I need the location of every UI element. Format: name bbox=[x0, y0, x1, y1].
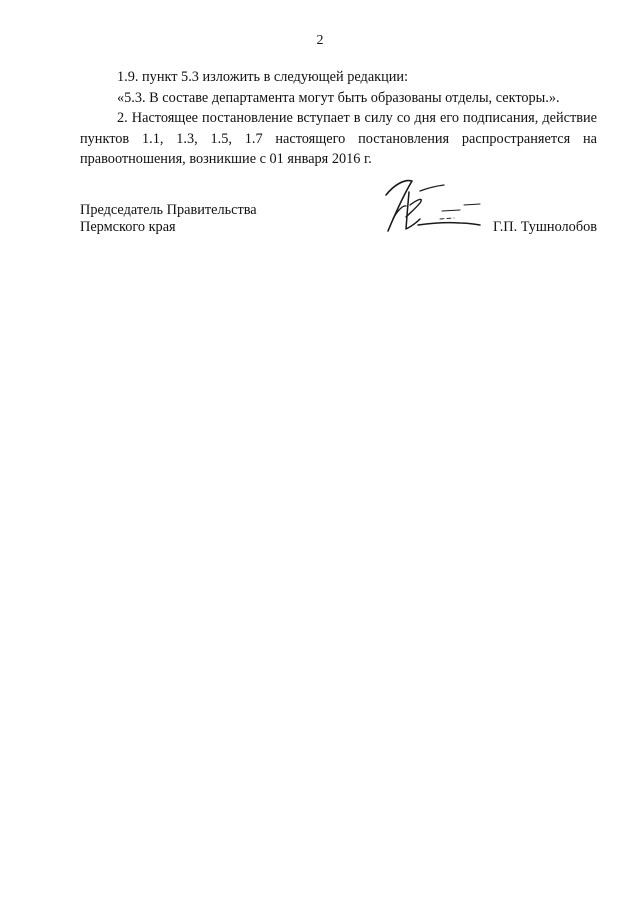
signer-name: Г.П. Тушнолобов bbox=[493, 219, 597, 235]
signer-title bbox=[80, 202, 340, 236]
signer-title-line-2: Пермского края bbox=[80, 219, 176, 235]
paragraph-item-5-3-quote: «5.3. В составе департамента могут быть образованы отделы, секторы.». bbox=[117, 89, 560, 106]
signer-title-line-1: Председатель Правительства bbox=[80, 202, 257, 218]
signature-block bbox=[80, 202, 597, 242]
document-body bbox=[80, 67, 597, 170]
paragraph-item-1-9: 1.9. пункт 5.3 изложить в следующей редакции: bbox=[117, 69, 409, 85]
handwritten-signature-icon bbox=[380, 175, 492, 243]
page-number: 2 bbox=[316, 33, 324, 48]
paragraph-item-2: 2. Настоящее постановление вступает в силу со дня его подписания, действие пунктов 1.1, 1.3, 1.5, 1.7 настоящего постановления распространяется на правоотношения, возникшие с 01 января 2016 г. bbox=[80, 110, 597, 167]
